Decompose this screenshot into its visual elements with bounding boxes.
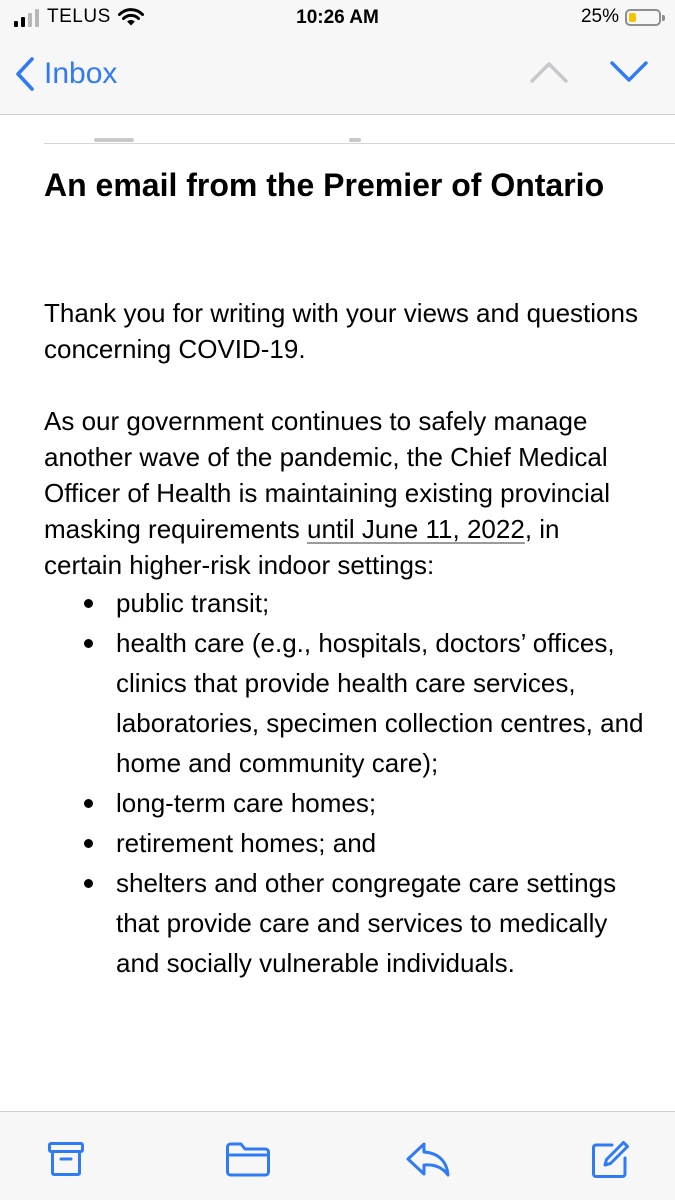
list-item: public transit; xyxy=(44,583,644,623)
scrolled-header-remnant xyxy=(94,138,364,148)
compose-button[interactable] xyxy=(590,1140,630,1185)
settings-list xyxy=(44,583,644,983)
carrier-name: TELUS xyxy=(47,6,111,27)
list-item: long-term care homes; xyxy=(44,783,644,823)
clock: 10:26 AM xyxy=(296,7,379,28)
battery-level xyxy=(629,13,636,22)
back-to-inbox-button[interactable] xyxy=(14,56,117,92)
folder-icon xyxy=(225,1140,271,1178)
paragraph-masking-start: As our government continues to safely manage another wave of the pandemic, the Chief Medical Officer of Health is maintaining existing provincial masking requirements xyxy=(44,406,611,544)
email-text xyxy=(44,295,644,983)
chevron-up-icon xyxy=(529,60,569,84)
paragraph-masking xyxy=(44,403,644,583)
date-link[interactable]: until June 11, 2022 xyxy=(307,514,525,544)
paragraph-masking-end: , in certain higher-risk indoor settings: xyxy=(44,514,560,580)
list-item: retirement homes; and xyxy=(44,823,644,863)
archive-icon xyxy=(47,1140,85,1178)
email-subject: An email from the Premier of Ontario xyxy=(44,167,605,203)
list-item: health care (e.g., hospitals, doctors’ offices, clinics that provide health care services, laboratories, specimen collection centres, and home and community care); xyxy=(44,623,644,783)
next-message-button[interactable] xyxy=(609,60,649,89)
navigation-bar xyxy=(0,38,675,115)
battery-percent: 25% xyxy=(580,6,619,27)
reply-icon xyxy=(405,1140,451,1178)
bottom-toolbar xyxy=(0,1111,675,1200)
status-bar xyxy=(0,0,675,38)
archive-button[interactable] xyxy=(47,1140,85,1183)
move-to-folder-button[interactable] xyxy=(225,1140,271,1183)
paragraph-thank-you: Thank you for writing with your views and questions concerning COVID-19. xyxy=(44,298,638,364)
status-right xyxy=(581,6,661,28)
battery-icon xyxy=(625,9,661,26)
message-navigation xyxy=(529,60,649,89)
chevron-left-icon xyxy=(14,56,36,92)
compose-icon xyxy=(590,1140,630,1180)
back-button-label: Inbox xyxy=(44,57,118,90)
chevron-down-icon xyxy=(609,60,649,84)
reply-button[interactable] xyxy=(405,1140,451,1183)
list-item: shelters and other congregate care settings that provide care and services to medically and socially vulnerable individuals. xyxy=(44,863,644,983)
previous-message-button[interactable] xyxy=(529,60,569,89)
message-body[interactable] xyxy=(0,115,675,1111)
header-divider xyxy=(44,143,675,144)
